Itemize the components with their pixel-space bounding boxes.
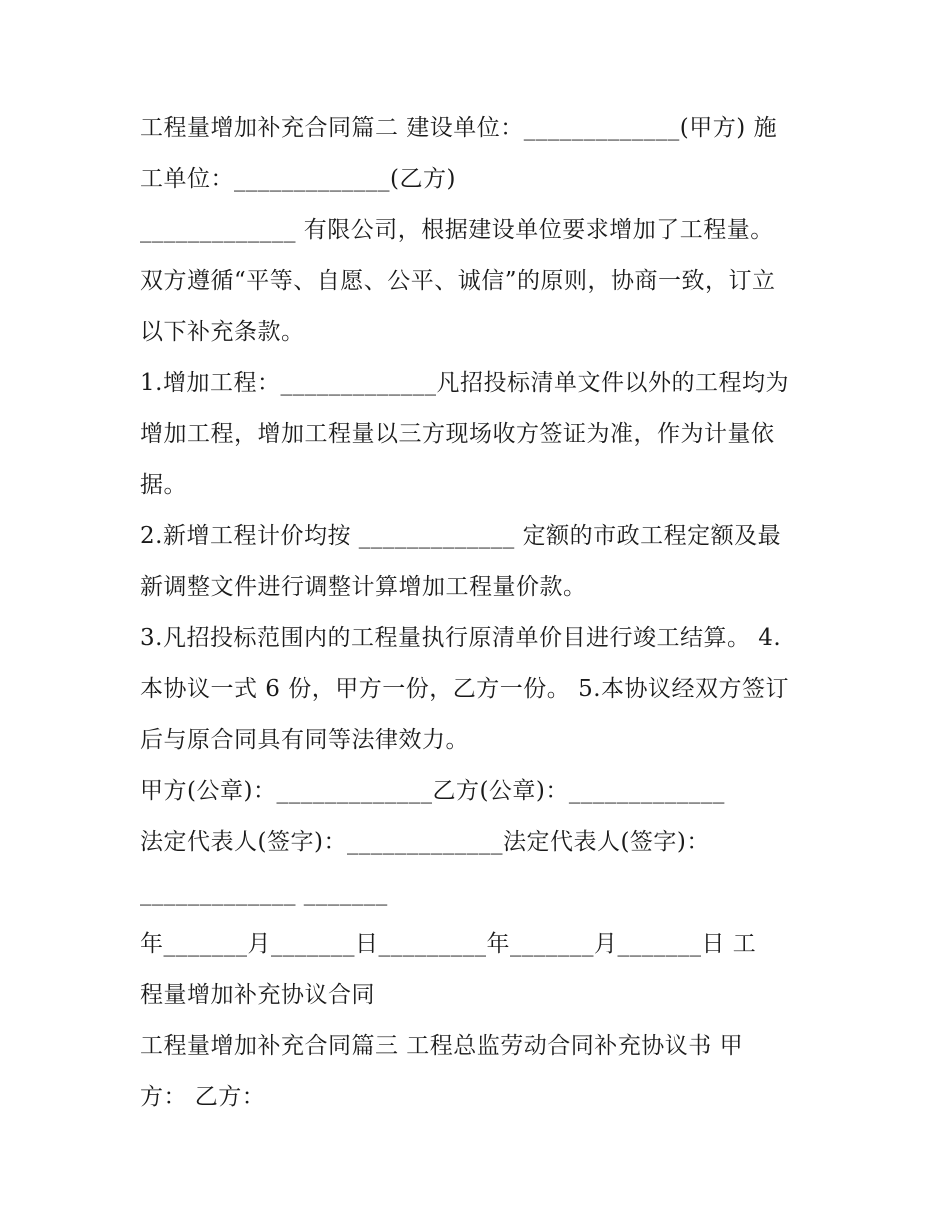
text-line: 2.新增工程计价均按 _____________ 定额的市政工程定额及最 xyxy=(140,523,782,549)
text-line: 工程量增加补充合同篇二 建设单位：_____________(甲方) 施 xyxy=(140,115,778,141)
text-line: 3.凡招投标范围内的工程量执行原清单价目进行竣工结算。 4. xyxy=(140,625,782,651)
text-line: 1.增加工程：_____________凡招投标清单文件以外的工程均为 xyxy=(140,370,789,396)
text-line: 程量增加补充协议合同 xyxy=(140,982,375,1008)
text-line: 年_______月_______日_________年_______月_______日 工 xyxy=(140,931,757,957)
text-line: 甲方(公章)：_____________乙方(公章)：_____________ xyxy=(140,778,725,804)
text-line: 据。 xyxy=(140,472,187,498)
text-line: 后与原合同具有同等法律效力。 xyxy=(140,727,469,753)
text-line: 双方遵循“平等、自愿、公平、诚信”的原则，协商一致，订立 xyxy=(140,268,776,294)
text-line: 增加工程，增加工程量以三方现场收方签证为准，作为计量依 xyxy=(140,421,775,447)
text-line: 新调整文件进行调整计算增加工程量价款。 xyxy=(140,574,587,600)
document-body xyxy=(140,103,830,1123)
text-line: 本协议一式 6 份，甲方一份，乙方一份。 5.本协议经双方签订 xyxy=(140,676,790,702)
text-line: 法定代表人(签字)：_____________法定代表人(签字)： xyxy=(140,829,710,855)
text-line: _____________ _______ xyxy=(140,880,388,906)
text-line: 工程量增加补充合同篇三 工程总监劳动合同补充协议书 甲 xyxy=(140,1033,744,1059)
text-line: 方： 乙方： xyxy=(140,1084,266,1110)
text-line: 工单位：_____________(乙方) xyxy=(140,166,456,192)
text-line: 以下补充条款。 xyxy=(140,319,305,345)
text-line: _____________ 有限公司，根据建设单位要求增加了工程量。 xyxy=(140,217,774,243)
